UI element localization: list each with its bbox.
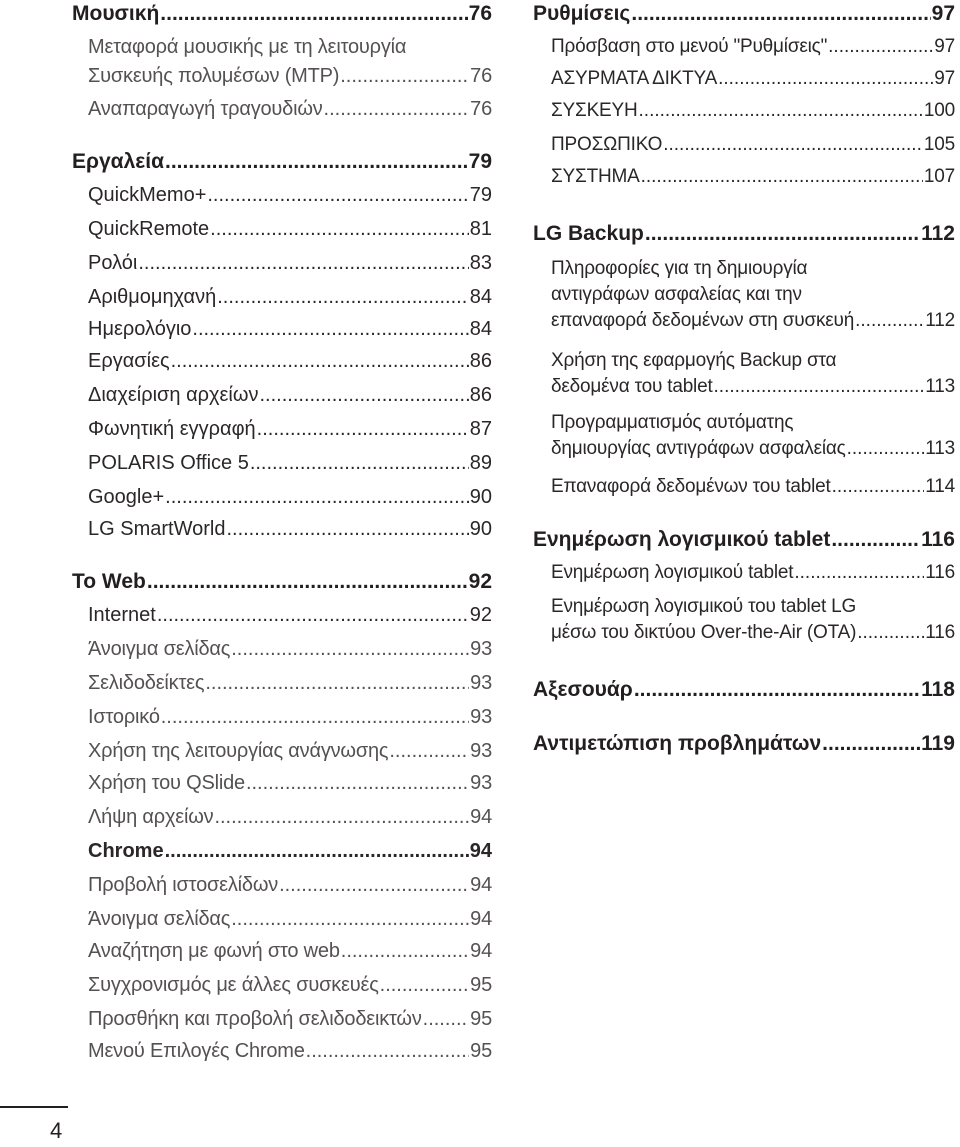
toc-entry-settings-access[interactable]: [551, 36, 955, 58]
toc-entry-web[interactable]: [72, 570, 492, 594]
entry-label: Εργαλεία: [72, 150, 164, 173]
toc-entry-lg-backup[interactable]: [533, 222, 955, 246]
entry-page: 94: [469, 840, 492, 862]
entry-label: Αντιμετώπιση προβλημάτων: [533, 732, 822, 755]
leader-dots: [645, 222, 920, 246]
leader-dots: [257, 418, 469, 441]
entry-page: 113: [925, 438, 955, 459]
entry-label: Πρόσβαση στο μενού "Ρυθμίσεις": [551, 36, 828, 57]
entry-label: Ιστορικό: [88, 706, 160, 728]
entry-label-line: Ενημέρωση λογισμικού του tablet LG: [551, 596, 857, 617]
toc-entry-wireless[interactable]: [551, 68, 955, 90]
entry-page: 107: [923, 166, 955, 187]
leader-dots: [147, 570, 468, 594]
entry-page: 86: [469, 384, 492, 406]
entry-label: Ενημέρωση λογισμικού tablet: [533, 528, 831, 551]
toc-entry-open-page-chrome[interactable]: [88, 908, 492, 931]
entry-label: Λήψη αρχείων: [88, 806, 214, 828]
toc-entry-mtp[interactable]: [88, 36, 492, 88]
footer-rule: [0, 1106, 68, 1108]
leader-dots: [855, 310, 924, 332]
entry-page: 89: [469, 452, 492, 474]
leader-dots: [207, 184, 468, 207]
leader-dots: [831, 528, 920, 552]
entry-page: 114: [925, 476, 955, 497]
toc-entry-software-update[interactable]: [533, 528, 955, 552]
leader-dots: [389, 740, 469, 763]
entry-label: QuickMemo+: [88, 184, 207, 206]
entry-page: 95: [470, 1008, 492, 1030]
toc-entry-playback[interactable]: [88, 98, 492, 121]
leader-dots: [639, 100, 923, 122]
entry-label: Ρολόι: [88, 252, 138, 274]
entry-page: 94: [470, 806, 492, 828]
leader-dots: [714, 376, 925, 398]
entry-page: 119: [921, 732, 955, 755]
toc-entry-quickmemo[interactable]: [88, 184, 492, 207]
toc-entry-smartworld[interactable]: [88, 518, 492, 541]
toc-entry-troubleshooting[interactable]: [533, 732, 955, 756]
toc-entry-calculator[interactable]: [88, 286, 492, 309]
entry-page: 116: [925, 562, 955, 583]
entry-label: ΑΣΥΡΜΑΤΑ ΔΙΚΤΥΑ: [551, 68, 718, 89]
toc-entry-googleplus[interactable]: [88, 486, 492, 509]
toc-entry-file-manager[interactable]: [88, 384, 492, 407]
entry-page: 95: [470, 1040, 492, 1062]
entry-label: Chrome: [88, 840, 164, 862]
leader-dots: [231, 908, 469, 931]
leader-dots: [171, 350, 469, 373]
entry-label: ΣΥΣΤΗΜΑ: [551, 166, 640, 187]
entry-label: Προσθήκη και προβολή σελιδοδεικτών: [88, 1008, 422, 1030]
leader-dots: [847, 438, 925, 460]
entry-label-line: αντιγράφων ασφαλείας και την: [551, 284, 802, 305]
entry-page: 105: [923, 134, 955, 155]
entry-label: LG SmartWorld: [88, 518, 226, 540]
entry-page: 94: [470, 940, 492, 962]
entry-page: 90: [469, 486, 492, 508]
entry-label: Φωνητική εγγραφή: [88, 418, 256, 440]
leader-dots: [822, 732, 920, 756]
entry-page: 87: [469, 418, 492, 440]
entry-page: 84: [469, 286, 492, 308]
entry-label: Χρήση του QSlide: [88, 772, 245, 794]
entry-page: 86: [469, 350, 492, 372]
toc-entry-tasks[interactable]: [88, 350, 492, 373]
toc-entry-software-update-sub[interactable]: [551, 562, 955, 584]
toc-entry-chrome[interactable]: [88, 840, 492, 863]
toc-entry-open-page-internet[interactable]: [88, 638, 492, 661]
toc-entry-ota-update[interactable]: [551, 596, 955, 644]
entry-label: Συγχρονισμός με άλλες συσκευές: [88, 974, 379, 996]
entry-page: 93: [470, 638, 492, 660]
toc-entry-device[interactable]: [551, 100, 955, 122]
leader-dots: [641, 166, 923, 188]
leader-dots: [279, 874, 469, 897]
entry-label: ΣΥΣΚΕΥΗ: [551, 100, 638, 121]
toc-entry-voice-search[interactable]: [88, 940, 492, 963]
entry-label: Internet: [88, 604, 156, 626]
entry-page: 97: [934, 68, 955, 89]
leader-dots: [794, 562, 924, 584]
entry-label: μέσω του δικτύου Over-the-Air (OTA): [551, 622, 857, 643]
entry-label: POLARIS Office 5: [88, 452, 249, 474]
leader-dots: [157, 604, 469, 627]
entry-page: 94: [470, 908, 492, 930]
entry-page: 94: [470, 874, 492, 896]
toc-entry-downloads[interactable]: [88, 806, 492, 829]
entry-label: Προβολή ιστοσελίδων: [88, 874, 279, 896]
toc-entry-history[interactable]: [88, 706, 492, 729]
entry-page: 90: [469, 518, 492, 540]
leader-dots: [423, 1008, 470, 1031]
entry-label: επαναφορά δεδομένων στη συσκευή: [551, 310, 855, 331]
leader-dots: [259, 384, 468, 407]
entry-label: Αριθμομηχανή: [88, 286, 217, 308]
entry-label: Μενού Επιλογές Chrome: [88, 1040, 305, 1062]
toc-entry-view-pages[interactable]: [88, 874, 492, 897]
entry-label: Αναζήτηση με φωνή στο web: [88, 940, 340, 962]
leader-dots: [832, 476, 925, 498]
entry-label: LG Backup: [533, 222, 644, 245]
leader-dots: [192, 318, 468, 341]
entry-label: Ημερολόγιο: [88, 318, 192, 340]
entry-label: Σελιδοδείκτες: [88, 672, 205, 694]
leader-dots: [165, 486, 469, 509]
entry-label: ΠΡΟΣΩΠΙΚΟ: [551, 134, 663, 155]
entry-label: Μουσική: [72, 2, 160, 25]
entry-page: 76: [468, 2, 492, 25]
entry-label: Το Web: [72, 570, 146, 593]
toc-entry-reader-mode[interactable]: [88, 740, 492, 763]
toc-entry-restore[interactable]: [551, 476, 955, 498]
leader-dots: [341, 940, 469, 963]
toc-entry-sync[interactable]: [88, 974, 492, 997]
leader-dots: [165, 840, 469, 863]
entry-label: Συσκευής πολυμέσων (MTP): [88, 65, 340, 87]
leader-dots: [205, 672, 469, 695]
leader-dots: [214, 806, 469, 829]
leader-dots: [306, 1040, 470, 1063]
toc-entry-personal[interactable]: [551, 134, 955, 156]
toc-entry-backup-use[interactable]: [551, 350, 955, 398]
toc-entry-polaris[interactable]: [88, 452, 492, 475]
entry-label: Εργασίες: [88, 350, 170, 372]
leader-dots: [250, 452, 469, 475]
entry-label: Άνοιγμα σελίδας: [88, 908, 231, 930]
entry-label: Χρήση της λειτουργίας ανάγνωσης: [88, 740, 389, 762]
leader-dots: [634, 678, 920, 702]
entry-page: 92: [469, 604, 492, 626]
entry-label: Άνοιγμα σελίδας: [88, 638, 231, 660]
entry-page: 93: [470, 772, 492, 794]
entry-label: Ενημέρωση λογισμικού tablet: [551, 562, 794, 583]
entry-label: Google+: [88, 486, 165, 508]
entry-page: 76: [470, 65, 492, 87]
toc-entry-internet[interactable]: [88, 604, 492, 627]
leader-dots: [165, 150, 468, 174]
toc-entry-accessories[interactable]: [533, 678, 955, 702]
leader-dots: [161, 706, 469, 729]
leader-dots: [246, 772, 469, 795]
entry-page: 116: [921, 528, 955, 551]
entry-page: 118: [921, 678, 955, 701]
entry-page: 92: [468, 570, 492, 593]
toc-entry-clock[interactable]: [88, 252, 492, 275]
toc-entry-tools[interactable]: [72, 150, 492, 174]
entry-page: 93: [470, 706, 492, 728]
entry-page: 116: [925, 622, 955, 643]
entry-label: Αξεσουάρ: [533, 678, 633, 701]
leader-dots: [231, 638, 469, 661]
toc-entry-add-bookmarks[interactable]: [88, 1008, 492, 1031]
entry-page: 81: [469, 218, 492, 240]
entry-label-line: Μεταφορά μουσικής με τη λειτουργία: [88, 36, 407, 58]
entry-label-line: Χρήση της εφαρμογής Backup στα: [551, 350, 837, 371]
leader-dots: [663, 134, 923, 156]
entry-page: 97: [934, 36, 955, 57]
entry-page: 112: [925, 310, 955, 331]
entry-label: QuickRemote: [88, 218, 210, 240]
leader-dots: [828, 36, 933, 58]
toc-entry-backup-info[interactable]: [551, 258, 955, 332]
leader-dots: [160, 2, 467, 26]
toc-entry-chrome-menu[interactable]: [88, 1040, 492, 1063]
entry-label-line: Πληροφορίες για τη δημιουργία: [551, 258, 808, 279]
entry-page: 93: [470, 740, 492, 762]
entry-page: 79: [469, 184, 492, 206]
entry-page: 84: [469, 318, 492, 340]
entry-page: 112: [921, 222, 955, 245]
leader-dots: [138, 252, 468, 275]
entry-page: 76: [470, 98, 492, 120]
entry-page: 113: [925, 376, 955, 397]
leader-dots: [217, 286, 469, 309]
toc-entry-calendar[interactable]: [88, 318, 492, 341]
entry-label: Ρυθμίσεις: [533, 2, 631, 25]
leader-dots: [324, 98, 470, 121]
page-number: 4: [50, 1118, 63, 1143]
entry-label: Διαχείριση αρχείων: [88, 384, 259, 406]
toc-entry-quickremote[interactable]: [88, 218, 492, 241]
leader-dots: [340, 65, 469, 88]
entry-label: δεδομένα του tablet: [551, 376, 713, 397]
entry-page: 93: [470, 672, 492, 694]
entry-label: Επαναφορά δεδομένων του tablet: [551, 476, 831, 497]
toc-entry-system[interactable]: [551, 166, 955, 188]
leader-dots: [380, 974, 470, 997]
toc-entry-bookmarks[interactable]: [88, 672, 492, 695]
toc-entry-settings[interactable]: [533, 2, 955, 26]
leader-dots: [631, 2, 930, 26]
entry-page: 79: [468, 150, 492, 173]
entry-page: 100: [923, 100, 955, 121]
entry-page: 83: [469, 252, 492, 274]
entry-page: 95: [470, 974, 492, 996]
toc-entry-backup-schedule[interactable]: [551, 412, 955, 460]
entry-label: δημιουργίας αντιγράφων ασφαλείας: [551, 438, 846, 459]
toc-entry-music[interactable]: [72, 2, 492, 26]
entry-page: 97: [931, 2, 955, 25]
leader-dots: [857, 622, 924, 644]
entry-label: Αναπαραγωγή τραγουδιών: [88, 98, 323, 120]
leader-dots: [210, 218, 469, 241]
entry-label-line: Προγραμματισμός αυτόματης: [551, 412, 794, 433]
toc-entry-voice-recorder[interactable]: [88, 418, 492, 441]
toc-entry-qslide[interactable]: [88, 772, 492, 795]
leader-dots: [226, 518, 468, 541]
leader-dots: [718, 68, 933, 90]
